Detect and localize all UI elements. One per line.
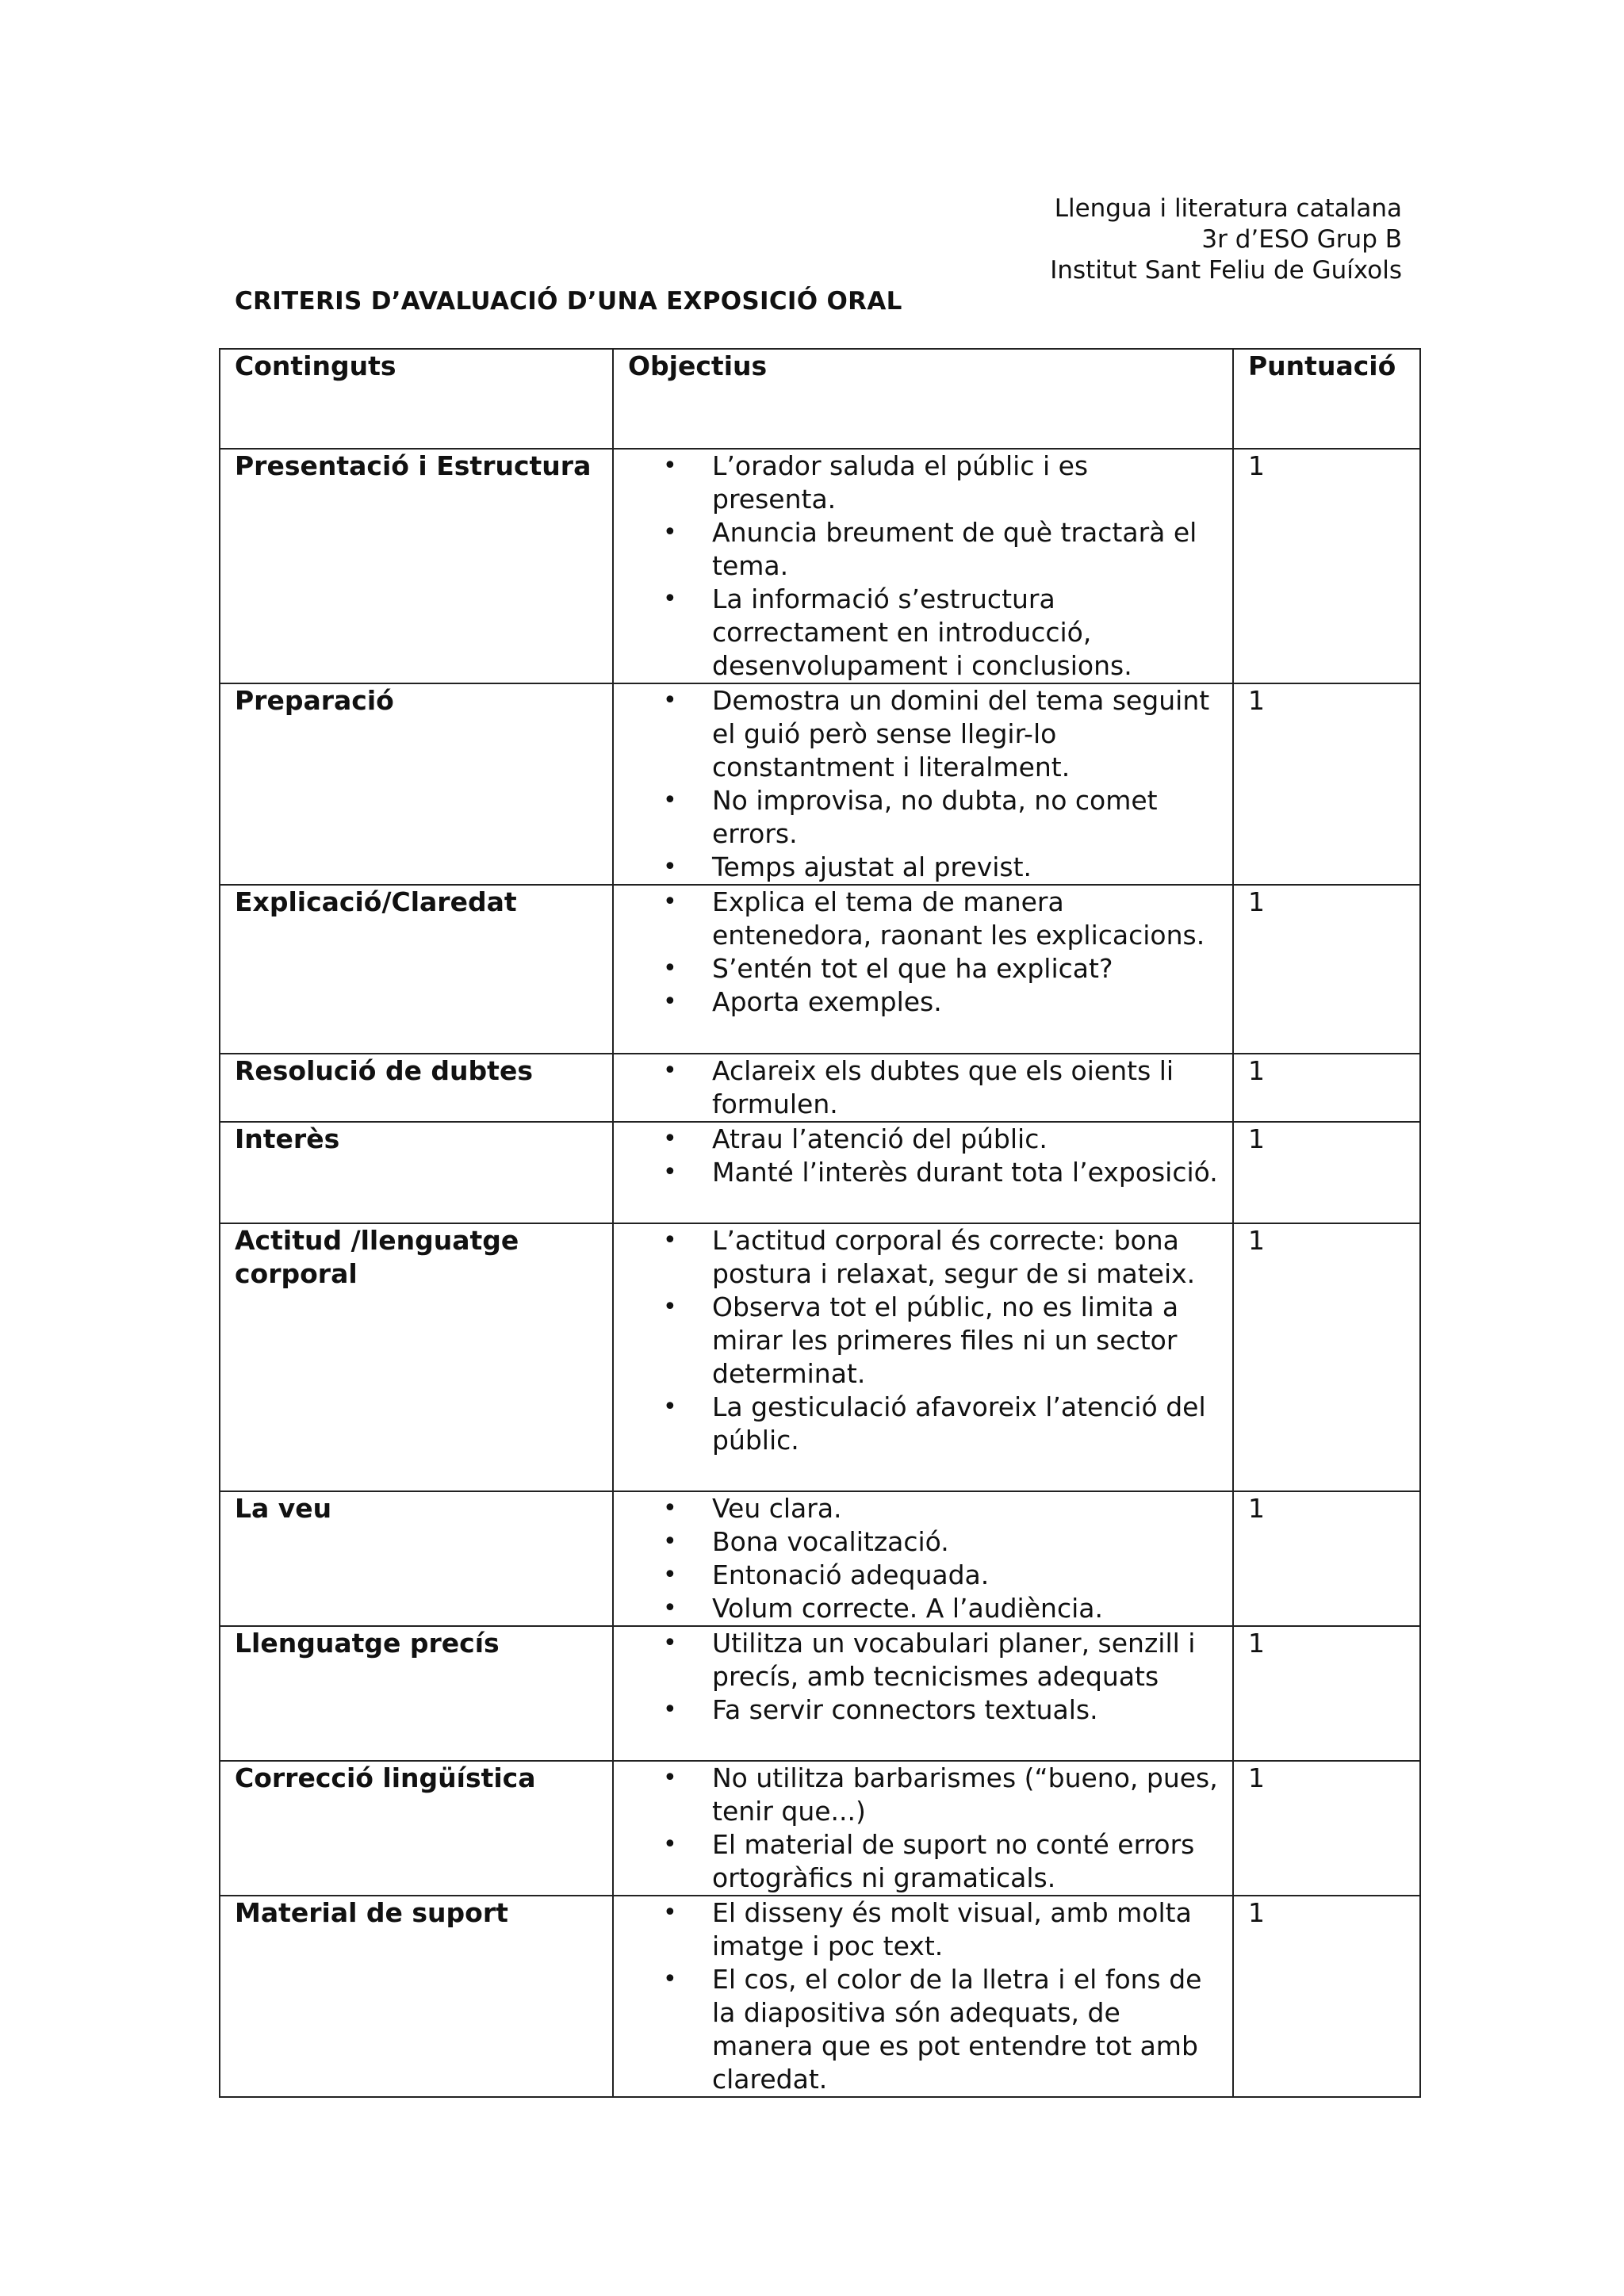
table-row [220, 683, 1420, 885]
score-cell: 1 [1233, 449, 1420, 683]
objectives-list [628, 1896, 1218, 2096]
criterion-cell: Preparació [220, 683, 613, 885]
objectives-list [628, 886, 1218, 1019]
list-item: • L’actitud corporal és correcte: bona postura i relaxat, segur de si mateix. [712, 1224, 1218, 1291]
objectives-cell [613, 1223, 1233, 1491]
score-cell: 1 [1233, 683, 1420, 885]
objectives-list [628, 1123, 1218, 1189]
criterion-cell: Presentació i Estructura [220, 449, 613, 683]
list-item: • Explica el tema de manera entenedora, raonant les explicacions. [712, 886, 1218, 952]
list-item: • Bona vocalització. [712, 1525, 1218, 1559]
list-item: • Utilitza un vocabulari planer, senzill i precís, amb tecnicismes adequats [712, 1627, 1218, 1693]
criterion-cell: Resolució de dubtes [220, 1054, 613, 1122]
list-item: • Atrau l’atenció del públic. [712, 1123, 1218, 1156]
list-item: • Entonació adequada. [712, 1559, 1218, 1592]
table-row [220, 1761, 1420, 1896]
column-header-objectius: Objectius [613, 349, 1233, 449]
table-row [220, 1054, 1420, 1122]
list-item: • El disseny és molt visual, amb molta imatge i poc text. [712, 1896, 1218, 1963]
list-item: • No improvisa, no dubta, no comet errors. [712, 784, 1218, 851]
objectives-list [628, 1492, 1218, 1625]
criterion-cell: Correcció lingüística [220, 1761, 613, 1896]
criterion-cell: La veu [220, 1491, 613, 1626]
criterion-cell: Actitud /llenguatge corporal [220, 1223, 613, 1491]
objectives-list [628, 1224, 1218, 1457]
list-item: • Temps ajustat al previst. [712, 851, 1218, 884]
school-name: Institut Sant Feliu de Guíxols [1050, 256, 1402, 285]
score-cell: 1 [1233, 885, 1420, 1054]
criterion-cell: Explicació/Claredat [220, 885, 613, 1054]
objectives-cell [613, 1896, 1233, 2097]
objectives-list [628, 450, 1218, 683]
course-info [1050, 193, 1402, 286]
table-row [220, 885, 1420, 1054]
document-title: CRITERIS D’AVALUACIÓ D’UNA EXPOSICIÓ ORAL [235, 287, 902, 316]
column-header-continguts: Continguts [220, 349, 613, 449]
list-item: • No utilitza barbarismes (“bueno, pues, tenir que...) [712, 1762, 1218, 1828]
list-item: • L’orador saluda el públic i es presenta. [712, 450, 1218, 516]
list-item: • S’entén tot el que ha explicat? [712, 952, 1218, 985]
objectives-cell [613, 1122, 1233, 1223]
list-item: • Veu clara. [712, 1492, 1218, 1525]
score-cell: 1 [1233, 1896, 1420, 2097]
list-item: • La gesticulació afavoreix l’atenció del públic. [712, 1391, 1218, 1457]
objectives-cell [613, 449, 1233, 683]
objectives-cell [613, 885, 1233, 1054]
score-cell: 1 [1233, 1054, 1420, 1122]
list-item: • El material de suport no conté errors ortogràfics ni gramaticals. [712, 1828, 1218, 1895]
table-row [220, 1491, 1420, 1626]
list-item: • Anuncia breument de què tractarà el tema. [712, 516, 1218, 583]
objectives-list [628, 1762, 1218, 1895]
objectives-list [628, 1627, 1218, 1727]
score-cell: 1 [1233, 1491, 1420, 1626]
objectives-list [628, 1054, 1218, 1121]
table-row [220, 1223, 1420, 1491]
table-row [220, 1626, 1420, 1761]
list-item: • La informació s’estructura correctament en introducció, desenvolupament i conclusions. [712, 583, 1218, 683]
objectives-cell [613, 1054, 1233, 1122]
list-item: • Volum correcte. A l’audiència. [712, 1592, 1218, 1625]
column-header-puntuacio: Puntuació [1233, 349, 1420, 449]
list-item: • El cos, el color de la lletra i el fons de la diapositiva són adequats, de manera que es pot entendre tot amb claredat. [712, 1963, 1218, 2096]
criterion-cell: Llenguatge precís [220, 1626, 613, 1761]
objectives-cell [613, 1761, 1233, 1896]
score-cell: 1 [1233, 1223, 1420, 1491]
evaluation-table [219, 348, 1421, 2098]
score-cell: 1 [1233, 1122, 1420, 1223]
objectives-cell [613, 1491, 1233, 1626]
list-item: • Aclareix els dubtes que els oients li formulen. [712, 1054, 1218, 1121]
criterion-cell: Material de suport [220, 1896, 613, 2097]
list-item: • Manté l’interès durant tota l’exposició. [712, 1156, 1218, 1189]
score-cell: 1 [1233, 1626, 1420, 1761]
list-item: • Demostra un domini del tema seguint el guió però sense llegir-lo constantment i literalment. [712, 684, 1218, 784]
objectives-list [628, 684, 1218, 884]
objectives-cell [613, 1626, 1233, 1761]
table-row [220, 449, 1420, 683]
course-group: 3r d’ESO Grup B [1201, 225, 1402, 254]
list-item: • Fa servir connectors textuals. [712, 1693, 1218, 1727]
list-item: • Aporta exemples. [712, 985, 1218, 1019]
table-row [220, 1896, 1420, 2097]
table-header-row [220, 349, 1420, 449]
table-row [220, 1122, 1420, 1223]
objectives-cell [613, 683, 1233, 885]
criterion-cell: Interès [220, 1122, 613, 1223]
score-cell: 1 [1233, 1761, 1420, 1896]
list-item: • Observa tot el públic, no es limita a mirar les primeres files ni un sector determinat. [712, 1291, 1218, 1391]
course-subject: Llengua i literatura catalana [1054, 194, 1402, 223]
